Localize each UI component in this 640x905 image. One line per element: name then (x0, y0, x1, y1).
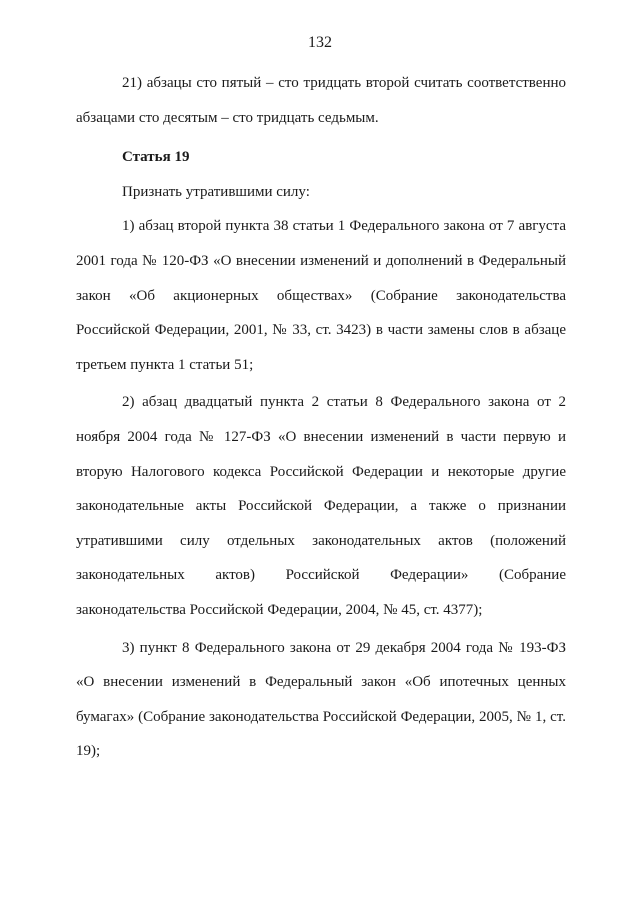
list-item-1: 1) абзац второй пункта 38 статьи 1 Федерального закона от 7 августа 2001 года № 120-ФЗ «О внесении изменений и дополнений в Федеральный закон «Об акционерных обществах» (Собрание законодательства Российской Федерации, 2001, № 33, ст. 3423) в части замены слов в абзаце третьем пункта 1 статьи 51; (76, 218, 566, 373)
page-number: 132 (308, 34, 332, 51)
article-heading: Статья 19 (122, 149, 190, 166)
paragraph-item-21: 21) абзацы сто пятый – сто тридцать второй считать соответственно абзацами сто десятым – сто тридцать седьмым. (76, 75, 566, 126)
paragraph-intro: Признать утратившими силу: (122, 183, 310, 200)
list-item-2: 2) абзац двадцатый пункта 2 статьи 8 Федерального закона от 2 ноября 2004 года № 127-ФЗ «О внесении изменений в части первую и вторую Налогового кодекса Российской Федерации и некоторые другие законодательные акты Российской Федерации, а также о признании утратившими силу отдельных законодательных актов (положений законодательных актов) Российской Федерации» (Собрание законодательства Российской Федерации, 2004, № 45, ст. 4377); (76, 394, 566, 618)
document-body (76, 66, 566, 769)
list-item-3: 3) пункт 8 Федерального закона от 29 декабря 2004 года № 193-ФЗ «О внесении изменений в Федеральный закон «Об ипотечных ценных бумагах» (Собрание законодательства Российской Федерации, 2005, № 1, ст. 19); (76, 639, 566, 760)
